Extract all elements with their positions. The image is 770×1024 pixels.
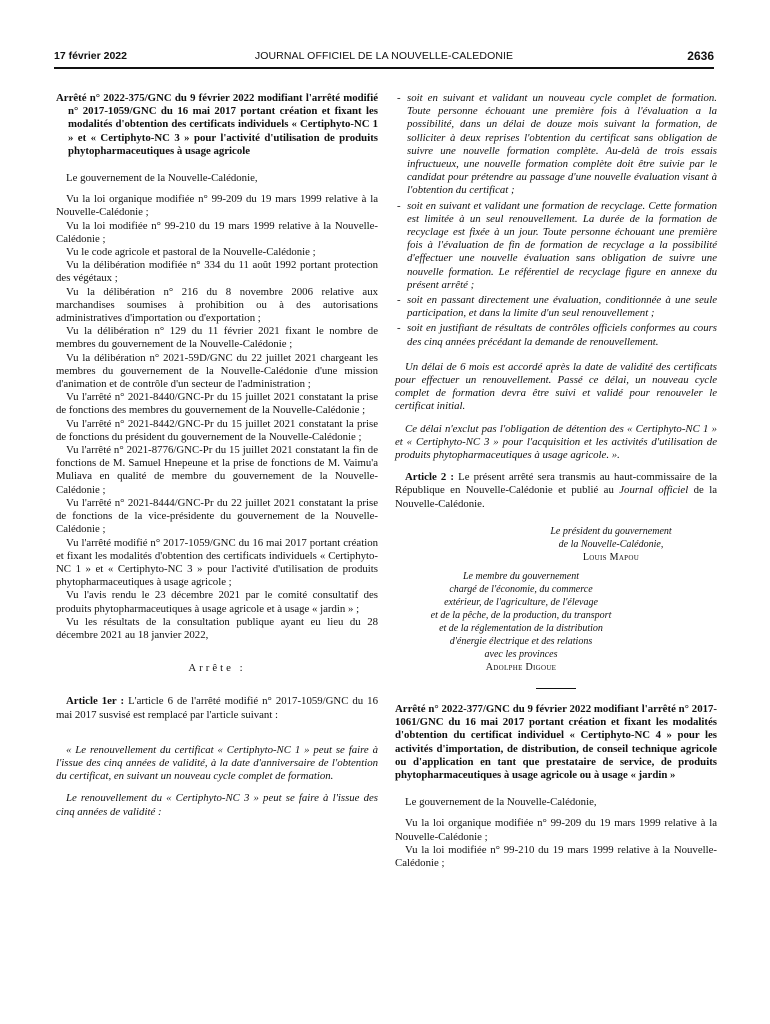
signature-line: d'énergie électrique et des relations: [449, 635, 593, 647]
list-item: - soit en suivant et validant une formation de recyclage. Cette formation est limitée à un seul renouvellement. La durée de la formation de recyclage est fixée à un jour. Toute personne échouant une première fois à l'évaluation de fin de formation de recyclage a la possibilité d'effectuer une nouvelle évaluation sans obligation de suivre une nouvelle formation. Le référentiel de recyclage figure en annexe du présent arrêté ;: [395, 200, 717, 292]
visa-item: Vu la délibération n° 2021-59D/GNC du 22 juillet 2021 chargeant les membres du gouvernement de la Nouvelle-Calédonie d'une mission d'animation et de contrôle d'un secteur de l'administration ;: [56, 351, 378, 391]
left-column: [56, 92, 378, 819]
signature-line: Le membre du gouvernement: [463, 570, 579, 582]
list-item: - soit en passant directement une évaluation, conditionnée à une seule participation, et dans la limite d'un seul renouvellement ;: [395, 294, 717, 320]
section-separator: [536, 688, 576, 689]
page-number: 2636: [687, 49, 714, 63]
list-item: - soit en suivant et validant un nouveau cycle complet de formation. Toute personne échouant une première fois à l'évaluation a la possibilité, dans un délai de douze mois suivant la formation, de solliciter à deux reprises l'obtention du certificat sans obligation de suivre une nouvelle formation complète. Au-delà de trois essais infructueux, une nouvelle formation complète doit être suivie par le candidat pour prétendre au passage d'une nouvelle évaluation visant à l'obtention du certificat ;: [395, 92, 717, 198]
visa-item: Vu les résultats de la consultation publique ayant eu lieu du 28 décembre 2021 au 18 janvier 2022,: [56, 615, 378, 641]
visa-item: Vu la délibération n° 129 du 11 février 2021 fixant le nombre de membres du gouvernement de la Nouvelle-Calédonie ;: [56, 325, 378, 351]
delay-paragraph: Un délai de 6 mois est accordé après la date de validité des certificats pour effectuer un renouvellement. Passé ce délai, un nouveau cycle complet de formation devra être suivi et validé pour renouveler le certificat initial.: [395, 360, 717, 413]
page-header: [54, 50, 714, 68]
quote-paragraph-1: « Le renouvellement du certificat « Certiphyto-NC 1 » peut se faire à l'issue des cinq années de validité, à la date d'anniversaire de l'obtention du certificat, en suivant un nouveau cycle complet de formation.: [56, 743, 378, 783]
article-1-label: Article 1er :: [66, 695, 125, 708]
article-2-text-end: de la Nouvelle-Calédonie.: [395, 484, 717, 510]
member-name: Adolphe Digoue: [485, 661, 557, 673]
right-column: [395, 92, 717, 870]
president-name: Louis Mapou: [582, 551, 640, 563]
header-date: 17 février 2022: [54, 50, 127, 62]
article-1: [56, 695, 378, 721]
president-signature: [505, 525, 717, 564]
signature-line: Le président du gouvernement: [550, 525, 672, 537]
article-2: [395, 471, 717, 511]
article-2-label: Article 2 :: [405, 471, 454, 484]
signature-line: avec les provinces: [484, 648, 558, 660]
visa-item: Vu la délibération modifiée n° 334 du 11 août 1992 portant protection des végétaux ;: [56, 259, 378, 285]
visa-item: Vu la délibération n° 216 du 8 novembre 2006 relative aux marchandises soumises à prohibition ou à des autorisations administratives d'importation ou d'exportation ;: [56, 285, 378, 325]
government-line-2: Le gouvernement de la Nouvelle-Calédonie,: [405, 796, 597, 809]
visa-item: Vu la loi organique modifiée n° 99-209 du 19 mars 1999 relative à la Nouvelle-Calédonie ;: [56, 193, 378, 219]
visa-item: Vu le code agricole et pastoral de la Nouvelle-Calédonie ;: [66, 246, 316, 259]
arrete-heading: Arrête :: [188, 662, 246, 675]
article-2-text: Le présent arrêté sera transmis au haut-commissaire de la République en Nouvelle-Calédonie et publié au: [395, 471, 717, 497]
member-signature: [395, 570, 647, 674]
visas-list: [56, 193, 378, 642]
visa-item: Vu l'arrêté n° 2021-8444/GNC-Pr du 22 juillet 2021 constatant la prise de fonctions de la vice-présidente du gouvernement de la Nouvelle-Calédonie ;: [56, 496, 378, 536]
obligation-paragraph: Ce délai n'exclut pas l'obligation de détention des « Certiphyto-NC 1 » et « Certiphyto-NC 3 » pour l'acquisition et les activités d'utilisation de produits phytopharmaceutiques à usage agricole. ».: [395, 422, 717, 462]
government-line: Le gouvernement de la Nouvelle-Calédonie,: [66, 172, 258, 185]
article-1-text: L'article 6 de l'arrêté modifié n° 2017-1059/GNC du 16 mai 2017 susvisé est remplacé par l'article suivant :: [56, 695, 378, 721]
visa-item: Vu la loi organique modifiée n° 99-209 du 19 mars 1999 relative à la Nouvelle-Calédonie ;: [395, 817, 717, 843]
journal-officiel-ref: Journal officiel: [619, 484, 689, 497]
visa-item: Vu l'arrêté modifié n° 2017-1059/GNC du 16 mai 2017 portant création et fixant les modalités d'obtention des certificats individuels « Certiphyto-NC 1 » et « Certiphyto-NC 3 » pour l'activité d'utilisation de produits phytopharmaceutiques à usage agricole ;: [56, 536, 378, 589]
quote-paragraph-2: Le renouvellement du « Certiphyto-NC 3 » peut se faire à l'issue des cinq années de validité :: [56, 792, 378, 818]
visa-item: Vu l'arrêté n° 2021-8440/GNC-Pr du 15 juillet 2021 constatant la prise de fonctions des membres du gouvernement de la Nouvelle-Calédonie ;: [56, 391, 378, 417]
visa-item: Vu la loi modifiée n° 99-210 du 19 mars 1999 relative à la Nouvelle-Calédonie ;: [395, 843, 717, 869]
decree-title-2: Arrêté n° 2022-377/GNC du 9 février 2022 modifiant l'arrêté n° 2017-1061/GNC du 16 mai 2017 portant création et fixant les modalités d'obtention du certificat individuel « Certiphyto-NC 4 » pour les activités d'importation, de distribution, de conseil technique agricole ou d'application en tant que prestataire de service, de produits phytopharmaceutiques à usage agricole ou à usage « jardin »: [395, 702, 717, 781]
header-journal-title: JOURNAL OFFICIEL DE LA NOUVELLE-CALEDONIE: [254, 50, 514, 62]
signature-line: et de la réglementation de la distribution: [439, 622, 603, 634]
signature-line: et de la pêche, de la production, du transport: [430, 609, 612, 621]
list-item: - soit en justifiant de résultats de contrôles officiels conformes au cours des cinq années précédant la demande de renouvellement.: [395, 322, 717, 348]
visa-item: Vu l'arrêté n° 2021-8442/GNC-Pr du 15 juillet 2021 constatant la prise de fonctions du président du gouvernement de la Nouvelle-Calédonie ;: [56, 417, 378, 443]
visa-item: Vu la loi modifiée n° 99-210 du 19 mars 1999 relative à la Nouvelle-Calédonie ;: [56, 219, 378, 245]
signature-line: de la Nouvelle-Calédonie,: [558, 538, 664, 550]
signature-line: extérieur, de l'agriculture, de l'élevage: [444, 596, 598, 608]
decree-title: Arrêté n° 2022-375/GNC du 9 février 2022 modifiant l'arrêté modifié n° 2017-1059/GNC du 16 mai 2017 portant création et fixant les modalités d'obtention des certificats individuels « Certiphyto-NC 1 » et « Certiphyto-NC 3 » pour l'activité d'utilisation de produits phytopharmaceutiques à usage agricole: [56, 92, 378, 157]
visa-item: Vu l'arrêté n° 2021-8776/GNC-Pr du 15 juillet 2021 constatant la fin de fonctions de M. Samuel Hnepeune et la prise de fonctions de M. Vaimu'a Muliava en qualité de membre du gouvernement de la Nouvelle-Calédonie ;: [56, 444, 378, 496]
renewal-options-list: [395, 92, 717, 349]
visa-item: Vu l'avis rendu le 23 décembre 2021 par le comité consultatif des produits phytopharmaceutiques à usage agricole et à usage « jardin » ;: [56, 589, 378, 615]
header-rule: [54, 67, 714, 69]
signature-line: chargé de l'économie, du commerce: [449, 583, 593, 595]
